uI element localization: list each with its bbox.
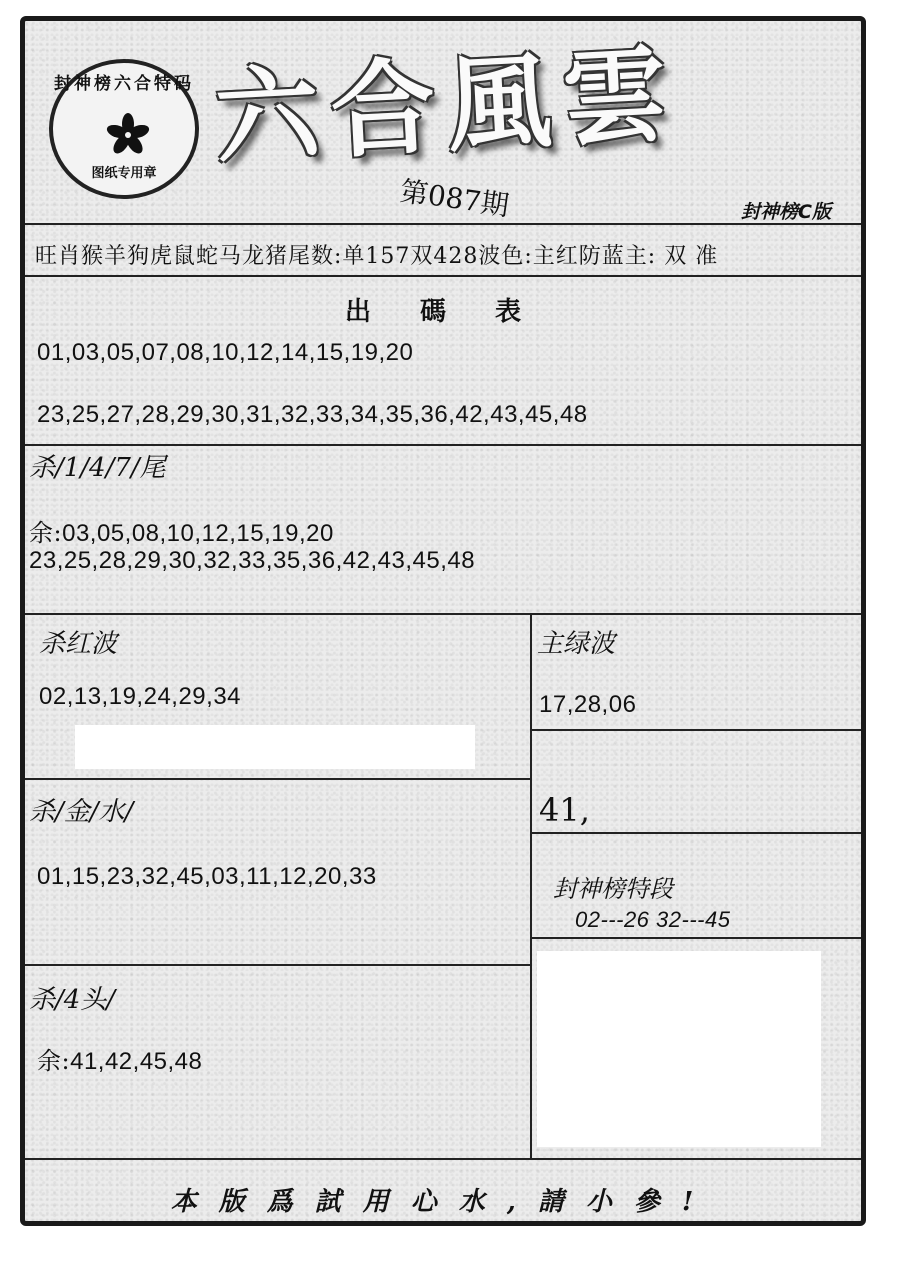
poster-frame (20, 16, 866, 1226)
divider (532, 729, 861, 731)
official-stamp (49, 59, 199, 199)
divider (25, 1158, 861, 1160)
divider (25, 613, 861, 615)
divider (532, 832, 861, 834)
blank-box (75, 725, 475, 769)
divider (25, 444, 861, 446)
divider (25, 778, 530, 780)
divider (25, 275, 861, 277)
bauhinia-flower-icon (106, 113, 150, 157)
page-title: 六合風雲 (212, 31, 682, 180)
footer-note: 本版爲試用心水,請小參! (170, 1187, 716, 1217)
main-green-label: 主绿波 (537, 629, 616, 659)
kill-heads-label: 杀/4头/ (29, 985, 116, 1015)
main-green-numbers: 17,28,06 (539, 691, 637, 718)
remain-line-2: 23,25,28,29,30,32,33,35,36,42,43,45,48 (29, 547, 476, 574)
divider (532, 937, 861, 939)
divider (25, 223, 861, 225)
column-divider (530, 613, 532, 1158)
issue-number: 第087期 (398, 174, 512, 223)
kill-tails-remain (29, 513, 334, 548)
kill-elements-numbers: 01,15,23,32,45,03,11,12,20,33 (37, 863, 377, 890)
kill-red-numbers: 02,13,19,24,29,34 (39, 683, 242, 710)
kill-elements-label: 杀/金/水/ (29, 797, 134, 827)
remain-prefix: 余: (37, 1047, 71, 1075)
single-pick: 41, (539, 791, 590, 829)
kill-heads-numbers: 41,42,45,48 (70, 1048, 203, 1075)
kill-heads-remain (37, 1041, 202, 1076)
remain-line-1: 03,05,08,10,12,15,19,20 (62, 520, 334, 547)
edition-label: 封神榜C版 (741, 201, 831, 223)
kill-tails-label: 杀/1/4/7/尾 (29, 453, 166, 483)
special-segment-ranges: 02---26 32---45 (575, 907, 731, 932)
stamp-ring-text: 封神榜六合特码 (54, 74, 194, 94)
chart-row-2: 23,25,27,28,29,30,31,32,33,34,35,36,42,43,45,48 (37, 401, 588, 428)
kill-red-label: 杀红波 (39, 629, 118, 659)
stamp-bottom-text: 图纸专用章 (91, 166, 157, 181)
divider (25, 964, 530, 966)
chart-table-title: 出 碼 表 (344, 297, 542, 327)
chart-row-1: 01,03,05,07,08,10,12,14,15,19,20 (37, 339, 414, 366)
zodiac-summary: 旺肖猴羊狗虎鼠蛇马龙猪尾数:单157双428波色:主红防蓝主: 双 准 (35, 244, 719, 269)
blank-box (537, 951, 821, 1147)
remain-prefix: 余: (29, 519, 63, 547)
special-segment-label: 封神榜特段 (553, 875, 673, 903)
